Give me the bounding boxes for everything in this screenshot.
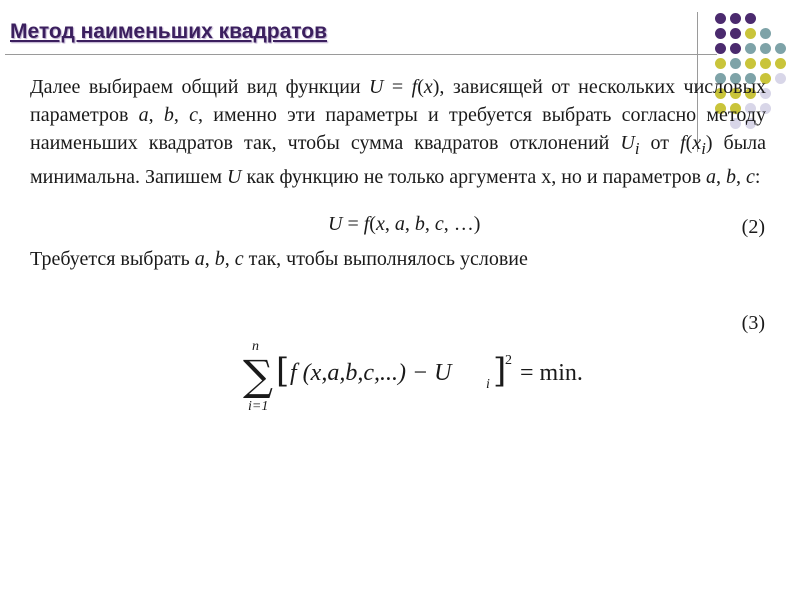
text-run: b: [726, 166, 737, 188]
text-run: f: [411, 76, 418, 98]
dot: [715, 28, 726, 39]
dot: [730, 58, 741, 69]
text-run: Требуется выбрать: [30, 248, 195, 270]
text-run: x: [423, 76, 433, 98]
body-paragraph-2: [30, 248, 528, 271]
text-run: =: [383, 76, 412, 98]
text-run: так, чтобы выполнялось условие: [243, 248, 528, 270]
text-run: c: [234, 248, 244, 270]
dot: [745, 43, 756, 54]
text-run: (: [417, 76, 424, 98]
text-run: b: [214, 248, 225, 270]
dot: [775, 43, 786, 54]
formula-3: [240, 340, 620, 420]
text-run: (: [685, 132, 693, 154]
dot: [730, 28, 741, 39]
text-run: ,: [148, 104, 164, 126]
text-run: от: [639, 132, 681, 154]
right-bracket: ]: [493, 351, 507, 391]
text-run: ,: [173, 104, 190, 126]
text-run: c: [746, 166, 755, 188]
equation-number-2: (2): [741, 216, 765, 238]
text-run: ) была минимальна. Запишем: [30, 132, 766, 188]
text-run: x: [692, 132, 702, 154]
text-run: ), зависящей от нескольких числовых параметров: [30, 76, 767, 126]
text-run: , именно эти параметры и требуется выбрать согласно методу наименьших квадратов так, чтобы сумма квадратов отклонений: [30, 104, 767, 154]
sum-lower-limit: i=1: [248, 399, 269, 414]
formula-subscript: i: [486, 377, 490, 392]
text-run: U: [369, 76, 384, 98]
dot: [760, 43, 771, 54]
text-run: ,: [224, 248, 235, 270]
dot: [715, 13, 726, 24]
dot: [760, 28, 771, 39]
text-run: :: [754, 166, 761, 188]
text-run: f: [680, 132, 686, 154]
dot: [715, 43, 726, 54]
slide-title: Метод наименьших квадратов: [10, 20, 328, 43]
body-paragraph-1: [30, 73, 766, 191]
dot: [715, 58, 726, 69]
formula-power: 2: [505, 353, 512, 368]
text-run: U: [620, 132, 635, 154]
text-run: b: [163, 104, 174, 126]
text-run: a: [194, 248, 205, 270]
left-bracket: [: [276, 351, 290, 391]
formula-2: U = f(x, a, b, c, …): [328, 213, 481, 235]
text-run: a: [138, 104, 149, 126]
dot: [745, 58, 756, 69]
text-run: i: [701, 139, 706, 158]
text-run: c: [189, 104, 199, 126]
equation-number-3: (3): [741, 312, 765, 334]
text-run: как функцию не только аргумента x, но и параметров: [241, 166, 707, 188]
dot: [760, 58, 771, 69]
sum-upper-limit: n: [252, 340, 259, 354]
text-run: ,: [736, 166, 747, 188]
sum-sign: ∑: [243, 351, 273, 400]
text-run: a: [706, 166, 717, 188]
text-run: i: [634, 139, 640, 158]
dot: [730, 13, 741, 24]
text-run: Далее выбираем общий вид функции: [30, 76, 370, 98]
dot: [745, 13, 756, 24]
formula-body: f (x,a,b,c,...) − U: [290, 360, 452, 386]
text-run: ,: [716, 166, 727, 188]
formula-rhs: = min.: [520, 360, 583, 386]
dot: [730, 43, 741, 54]
dot: [775, 73, 786, 84]
text-run: ,: [204, 248, 215, 270]
dot: [775, 58, 786, 69]
text-run: U: [227, 166, 242, 188]
dot: [745, 28, 756, 39]
horizontal-divider: [5, 54, 717, 55]
